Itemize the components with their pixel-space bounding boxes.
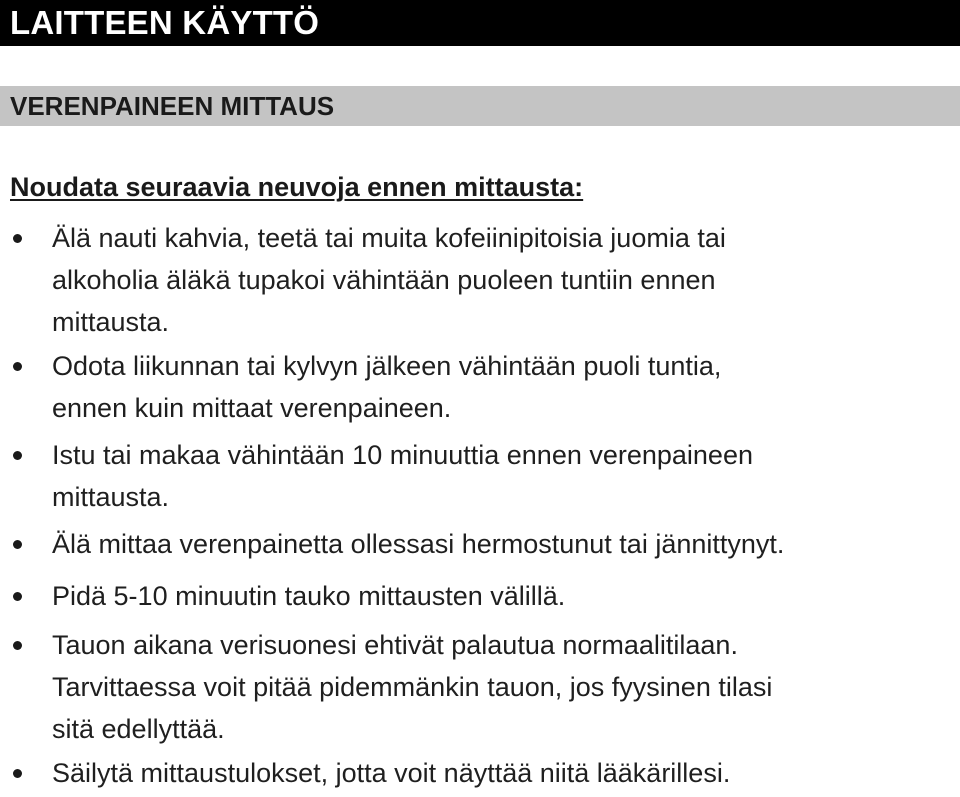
advice-text <box>52 434 952 518</box>
section-heading-bar <box>0 86 960 126</box>
bullet-icon <box>13 641 22 650</box>
page-title-bar <box>0 0 960 46</box>
advice-intro-heading: Noudata seuraavia neuvoja ennen mittausta: <box>10 172 584 202</box>
section-heading: VERENPAINEEN MITTAUS <box>10 91 335 121</box>
advice-line: Älä nauti kahvia, teetä tai muita kofeiinipitoisia juomia tai <box>52 223 726 253</box>
advice-text <box>52 523 952 565</box>
advice-text <box>52 752 952 794</box>
advice-line: ennen kuin mittaat verenpaineen. <box>52 393 452 423</box>
bullet-icon <box>13 362 22 371</box>
bullet-icon <box>13 451 22 460</box>
advice-line: alkoholia äläkä tupakoi vähintään puoleen tuntiin ennen <box>52 265 716 295</box>
advice-text <box>52 575 952 617</box>
page-title: LAITTEEN KÄYTTÖ <box>10 4 320 41</box>
bullet-icon <box>13 769 22 778</box>
advice-line: Odota liikunnan tai kylvyn jälkeen vähintään puoli tuntia, <box>52 351 722 381</box>
advice-line: Säilytä mittaustulokset, jotta voit näyttää niitä lääkärillesi. <box>52 758 731 788</box>
advice-line: Tarvittaessa voit pitää pidemmänkin tauon, jos fyysinen tilasi <box>52 672 773 702</box>
advice-line: Istu tai makaa vähintään 10 minuuttia ennen verenpaineen <box>52 440 753 470</box>
advice-text <box>52 345 952 429</box>
bullet-icon <box>13 234 22 243</box>
advice-line: mittausta. <box>52 482 170 512</box>
advice-line: Älä mittaa verenpainetta ollessasi hermostunut tai jännittynyt. <box>52 529 785 559</box>
advice-line: Tauon aikana verisuonesi ehtivät palautua normaalitilaan. <box>52 630 738 660</box>
advice-line: sitä edellyttää. <box>52 714 225 744</box>
advice-line: mittausta. <box>52 307 170 337</box>
advice-line: Pidä 5-10 minuutin tauko mittausten välillä. <box>52 581 566 611</box>
bullet-icon <box>13 540 22 549</box>
advice-text <box>52 217 952 343</box>
advice-text <box>52 624 952 750</box>
bullet-icon <box>13 592 22 601</box>
